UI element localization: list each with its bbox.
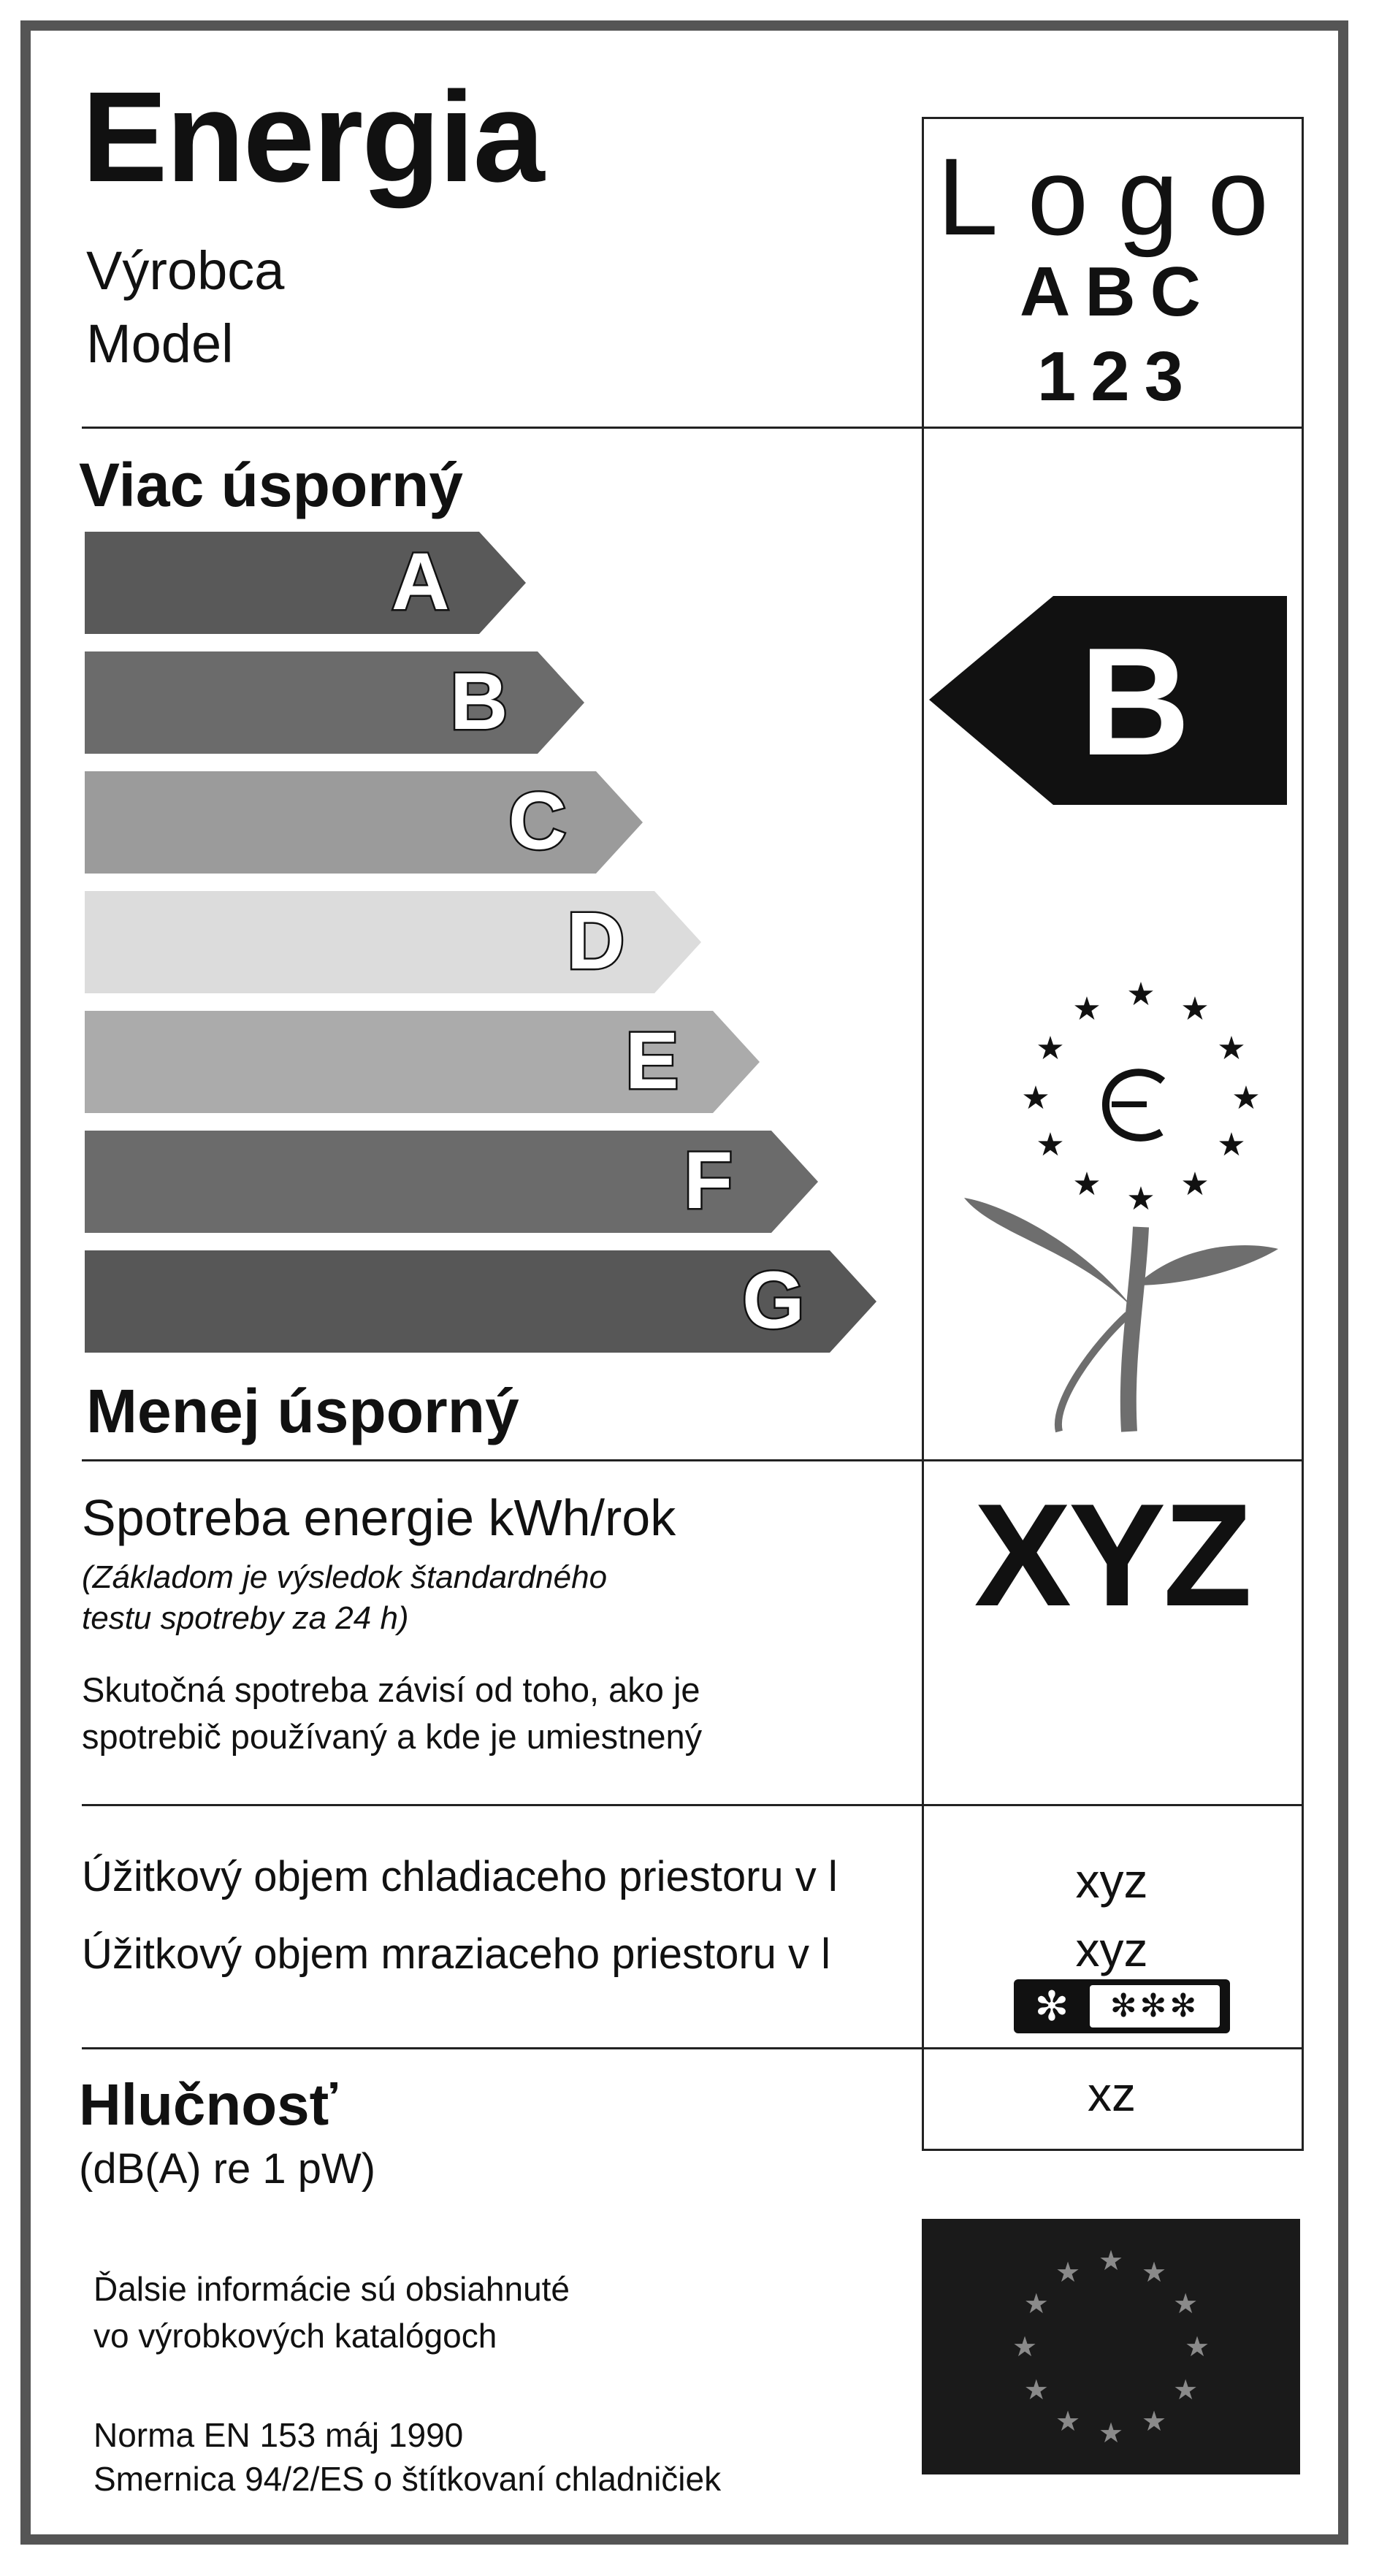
manufacturer-label: Výrobca [86, 240, 285, 301]
eu-ecolabel-icon [950, 964, 1286, 1439]
eu-flag-star: ★ [1098, 2417, 1124, 2449]
snowflake-icon: ✻ [1034, 1983, 1069, 2029]
class-arrow-a [85, 532, 526, 634]
eu-flag-star: ★ [1141, 2405, 1167, 2438]
class-letter-g: G [742, 1255, 805, 1345]
norm-text: Norma EN 153 máj 1990 [93, 2416, 464, 2454]
class-letter-f: F [684, 1136, 733, 1226]
consumption-desc-1: Skutočná spotreba závisí od toho, ako je [82, 1670, 700, 1709]
eu-flag-star: ★ [1184, 2331, 1210, 2363]
svg-text:★: ★ [1021, 1079, 1050, 1117]
class-arrow-b [85, 651, 584, 754]
svg-text:★: ★ [1072, 990, 1101, 1028]
noise-value: xz [1088, 2067, 1136, 2121]
eu-flag-star: ★ [1173, 2288, 1199, 2320]
info-line-1: Ďalsie informácie sú obsiahnuté [93, 2270, 570, 2308]
class-letter-a: A [391, 537, 450, 627]
svg-text:★: ★ [1180, 990, 1210, 1028]
freezer-volume-value: xyz [1075, 1922, 1148, 1976]
svg-text:★: ★ [1126, 1180, 1155, 1218]
freezer-star-rating: ✻✻✻ [1090, 1985, 1220, 2027]
class-letter-c: C [508, 776, 567, 866]
directive-text: Smernica 94/2/ES o štítkovaní chladničiek [93, 2460, 722, 2498]
noise-label: Hlučnosť [79, 2072, 337, 2137]
scale-bottom-label: Menej úsporný [86, 1377, 519, 1445]
eu-flag-star: ★ [1012, 2331, 1038, 2363]
svg-text:★: ★ [1036, 1126, 1065, 1163]
logo-line-2: 123 [1036, 337, 1199, 416]
svg-text:★: ★ [1217, 1030, 1246, 1067]
class-letter-e: E [625, 1016, 679, 1106]
eu-flag-star: ★ [1023, 2288, 1049, 2320]
fridge-volume-value: xyz [1075, 1854, 1148, 1908]
svg-text:★: ★ [1180, 1166, 1210, 1203]
logo-word: Logo [937, 135, 1298, 258]
svg-text:★: ★ [1126, 976, 1155, 1013]
eu-flag-icon [922, 2219, 1300, 2474]
class-letter-b: B [450, 657, 508, 746]
label-title: Energia [82, 66, 543, 209]
freezer-volume-label: Úžitkový objem mraziaceho priestoru v l [82, 1930, 831, 1978]
scale-top-label: Viac úsporný [79, 451, 463, 519]
info-line-2: vo výrobkových katalógoch [93, 2317, 497, 2355]
fridge-volume-label: Úžitkový objem chladiaceho priestoru v l [82, 1853, 838, 1900]
svg-text:★: ★ [1072, 1166, 1101, 1203]
svg-text:★: ★ [1217, 1126, 1246, 1163]
consumption-label: Spotreba energie kWh/rok [82, 1489, 676, 1546]
logo-line-1: ABC [1020, 253, 1215, 331]
class-letter-d: D [567, 896, 625, 986]
model-label: Model [86, 313, 234, 374]
eu-flag-star: ★ [1098, 2244, 1124, 2277]
consumption-note-2: testu spotreby za 24 h) [82, 1600, 409, 1636]
eu-flag-star: ★ [1173, 2374, 1199, 2406]
consumption-value: XYZ [974, 1474, 1250, 1637]
eu-flag-star: ★ [1141, 2255, 1167, 2288]
consumption-note-1: (Základom je výsledok štandardného [82, 1559, 608, 1595]
freezer-star-badge [1014, 1979, 1230, 2033]
consumption-desc-2: spotrebič používaný a kde je umiestnený [82, 1717, 703, 1756]
eu-flag-star: ★ [1055, 2405, 1081, 2438]
noise-unit: (dB(A) re 1 pW) [79, 2145, 376, 2193]
eu-flag-star: ★ [1023, 2374, 1049, 2406]
svg-text:★: ★ [1231, 1079, 1261, 1117]
svg-text:★: ★ [1036, 1030, 1065, 1067]
rating-letter: B [1080, 616, 1191, 787]
eu-flag-star: ★ [1055, 2255, 1081, 2288]
